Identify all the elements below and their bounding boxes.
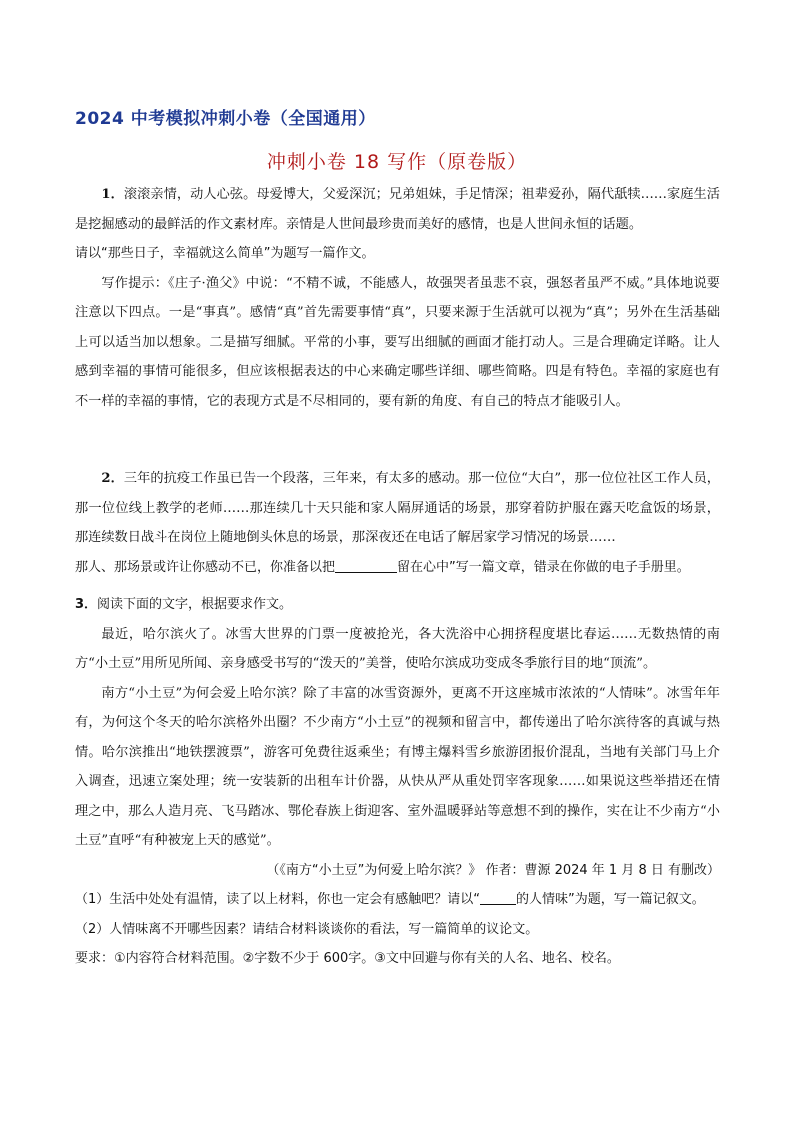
question-3 — [75, 590, 720, 974]
q1-material-text: 滚滚亲情，动人心弦。母爱博大，父爱深沉；兄弟姐妹，手足情深；祖辈爱孙，隔代舐犊……家庭生活是挖掘感动的最鲜活的作文素材库。亲情是人世间最珍贵而美好的感情，也是人世间永恒的话题。 — [75, 187, 720, 232]
question-2 — [75, 464, 720, 582]
q1-prompt: 请以“那些日子，幸福就这么简单”为题写一篇作文。 — [75, 246, 375, 261]
q2-number: 2． — [101, 471, 124, 486]
q3-task2: （2）人情味离不开哪些因素？请结合材料谈谈你的看法，写一篇简单的议论文。 — [75, 921, 539, 937]
q2-material-text: 三年的抗疫工作虽已告一个段落，三年来，有太多的感动。那一位位“大白”，那一位位社区工作人员，那一位位线上教学的老师……那连续几十天只能和家人隔屏通话的场景，那穿着防护服在露天吃盒饭的场景，那连续数日战斗在岗位上随地倒头休息的场景，那深夜还在电话了解居家学习情况的场景…… — [75, 471, 720, 545]
q3-material-para1: 最近，哈尔滨火了。冰雪大世界的门票一度被抢光，各大洗浴中心拥挤程度堪比春运……无数热情的南方“小土豆”用所见所闻、亲身感受书写的“泼天的”美誉，使哈尔滨成功变成冬季旅行目的地“顶流”。 — [75, 626, 720, 671]
q3-material-para2: 南方“小土豆”为何会爱上哈尔滨？除了丰富的冰雪资源外，更离不开这座城市浓浓的“人情味”。冰雪年年有，为何这个冬天的哈尔滨格外出圈？不少南方“小土豆”的视频和留言中，都传递出了哈尔滨待客的真诚与热情。哈尔滨推出“地铁摆渡票”，游客可免费往返乘坐；有博主爆料雪乡旅游团报价混乱，当地有关部门马上介入调查，迅速立案处理；统一安装新的出租车计价器，从快从严从重处罚宰客现象……如果说这些举措还在情理之中，那么人造月亮、飞马踏冰、鄂伦春族上街迎客、室外温暖驿站等意想不到的操作，实在让不少南方“小土豆”直呼“有种被宠上天的感觉”。 — [75, 685, 720, 848]
q2-material — [75, 464, 720, 553]
q2-prompt-before: 那人、那场景或许让你感动不已，你准备以把 — [75, 559, 336, 575]
series-title: 2024 中考模拟冲刺小卷（全国通用） — [75, 109, 376, 129]
q1-writing-tip: 写作提示：《庄子·渔父》中说：“不精不诚，不能感人，故强哭者虽悲不哀，强怒者虽严不威。”具体地说要注意以下四点。一是“事真”。感情“真”首先需要事情“真”，只要来源于生活就可以视为“真”；另外在生活基础上可以适当加以想象。二是描写细腻。平常的小事，要写出细腻的画面才能打动人。三是合理确定详略。让人感到幸福的事情可能很多，但应该根据表达的中心来确定哪些详细、哪些简略。四是有特色。幸福的家庭也有不一样的幸福的事情，它的表现方式是不尽相同的，要有新的角度、有自己的特点才能吸引人。 — [75, 275, 720, 409]
q3-number: 3． — [75, 597, 98, 612]
q3-instruction: 阅读下面的文字，根据要求作文。 — [97, 597, 293, 612]
fill-in-blank[interactable] — [480, 890, 516, 905]
document-title: 冲刺小卷 18 写作（原卷版） — [266, 151, 528, 173]
q2-prompt-after: 留在心中”写一篇文章，错录在你做的电子手册里。 — [397, 559, 690, 575]
fill-in-blank[interactable] — [335, 558, 397, 573]
question-1 — [75, 180, 720, 416]
q1-material — [75, 180, 720, 239]
q3-task1 — [75, 885, 720, 915]
q2-prompt — [75, 553, 720, 583]
q3-source: （《南方“小土豆”为何爱上哈尔滨？》 作者：曹源 2024 年 1 月 8 日 有删改） — [266, 862, 720, 878]
q3-requirements: 要求：①内容符合材料范围。②字数不少于 600字。③文中回避与你有关的人名、地名、校名。 — [75, 951, 620, 966]
q3-task1-before: （1）生活中处处有温情，读了以上材料，你也一定会有感触吧？请以“ — [75, 892, 481, 907]
q1-number: 1． — [101, 187, 124, 202]
q3-task1-after: 的人情味”为题，写一篇记叙文。 — [516, 892, 705, 907]
q3-instruction-line — [75, 590, 720, 620]
